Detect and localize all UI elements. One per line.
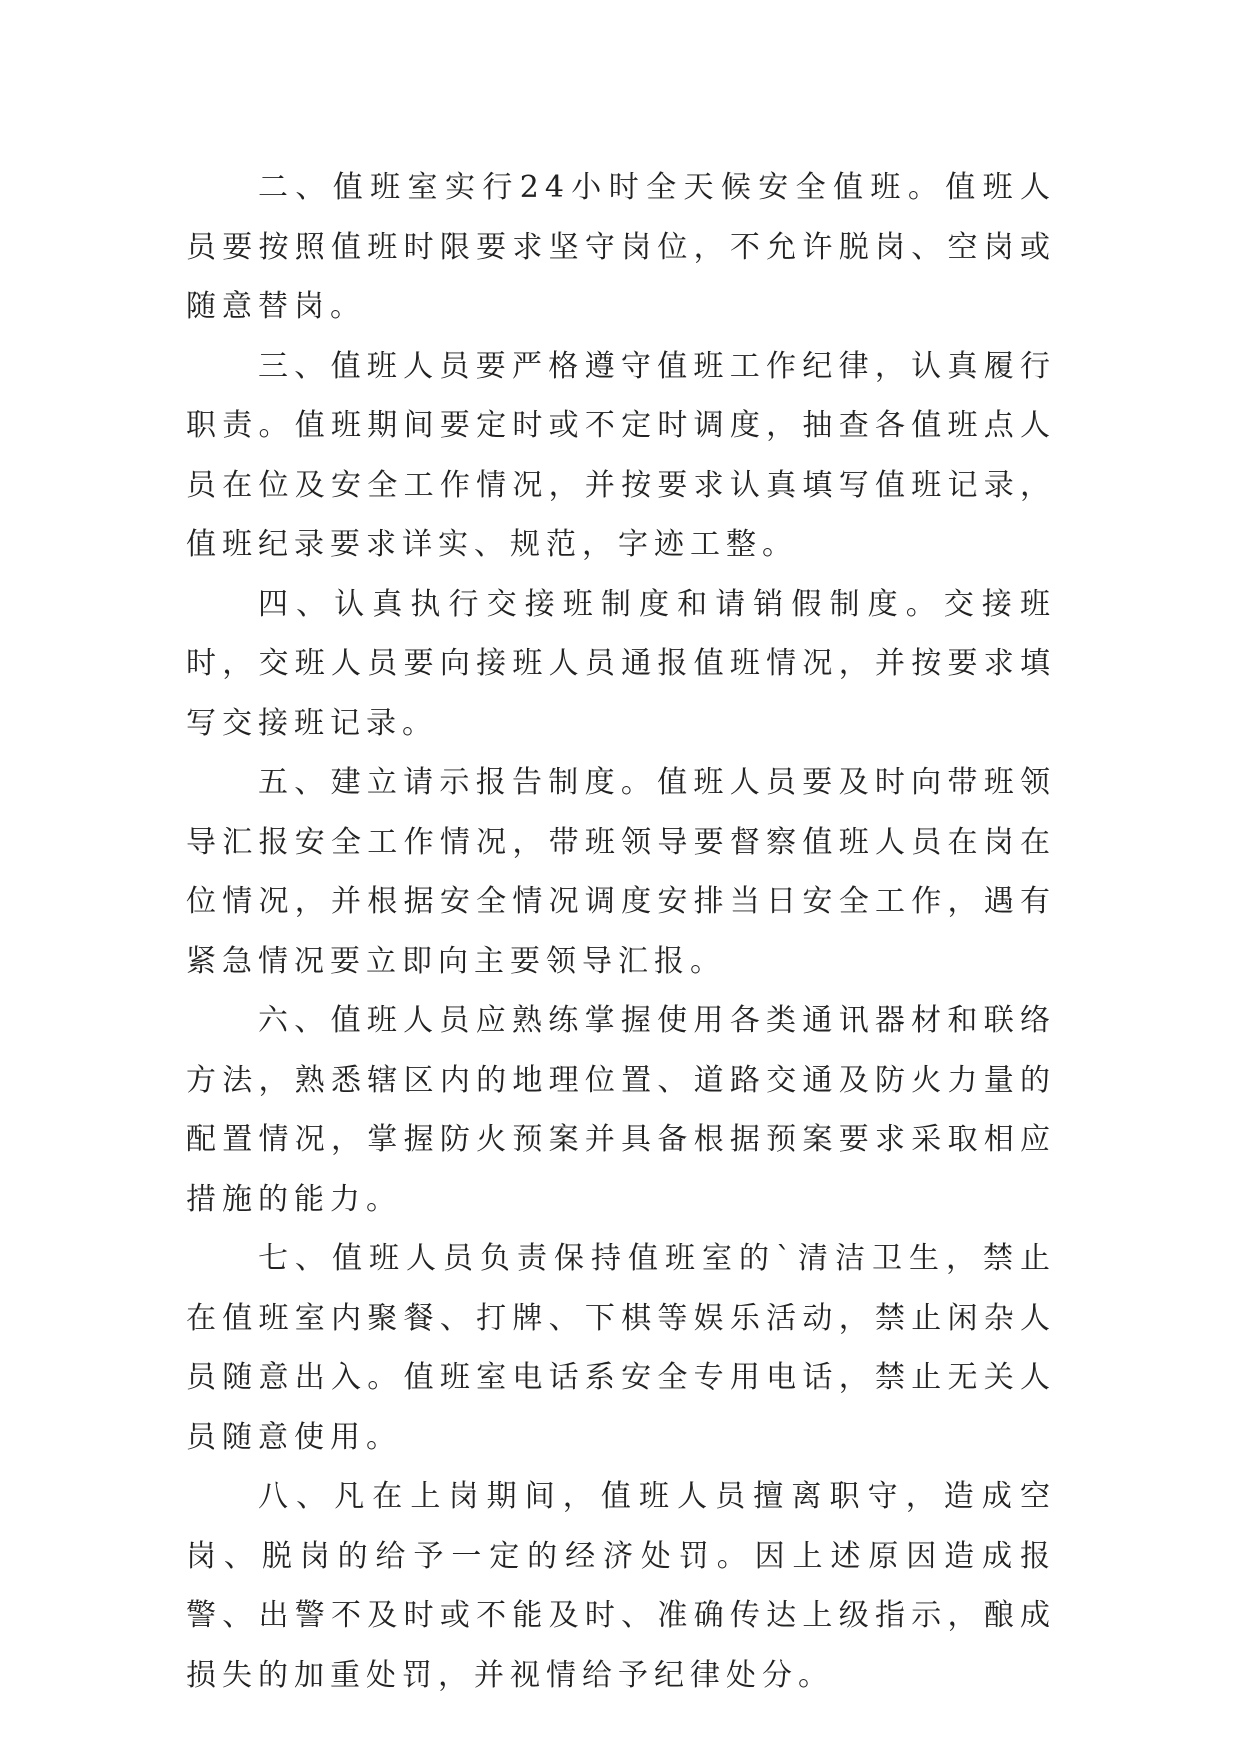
paragraph-communication-skills: 六、值班人员应熟练掌握使用各类通讯器材和联络方法，熟悉辖区内的地理位置、道路交通及防火力量的配置情况，掌握防火预案并具备根据预案要求采取相应措施的能力。 [186, 1003, 1056, 1217]
paragraph-shift-handover: 四、认真执行交接班制度和请销假制度。交接班时，交班人员要向接班人员通报值班情况，并按要求填写交接班记录。 [186, 586, 1056, 741]
paragraph-penalties: 八、凡在上岗期间，值班人员擅离职守，造成空岗、脱岗的给予一定的经济处罚。因上述原因造成报警、出警不及时或不能及时、准确传达上级指示，酿成损失的加重处罚，并视情给予纪律处分。 [186, 1479, 1056, 1693]
paragraph-reporting-system: 五、建立请示报告制度。值班人员要及时向带班领导汇报安全工作情况，带班领导要督察值班人员在岗在位情况，并根据安全情况调度安排当日安全工作，遇有紧急情况要立即向主要领导汇报。 [186, 765, 1056, 979]
paragraph-duty-discipline: 三、值班人员要严格遵守值班工作纪律，认真履行职责。值班期间要定时或不定时调度，抽查各值班点人员在位及安全工作情况，并按要求认真填写值班记录，值班纪录要求详实、规范，字迹工整。 [186, 348, 1056, 562]
document-body [186, 158, 1056, 1705]
paragraph-duty-room-24h: 二、值班室实行24小时全天候安全值班。值班人员要按照值班时限要求坚守岗位，不允许脱岗、空岗或随意替岗。 [186, 170, 1056, 324]
paragraph-duty-room-hygiene: 七、值班人员负责保持值班室的`清洁卫生，禁止在值班室内聚餐、打牌、下棋等娱乐活动，禁止闲杂人员随意出入。值班室电话系安全专用电话，禁止无关人员随意使用。 [186, 1241, 1056, 1455]
